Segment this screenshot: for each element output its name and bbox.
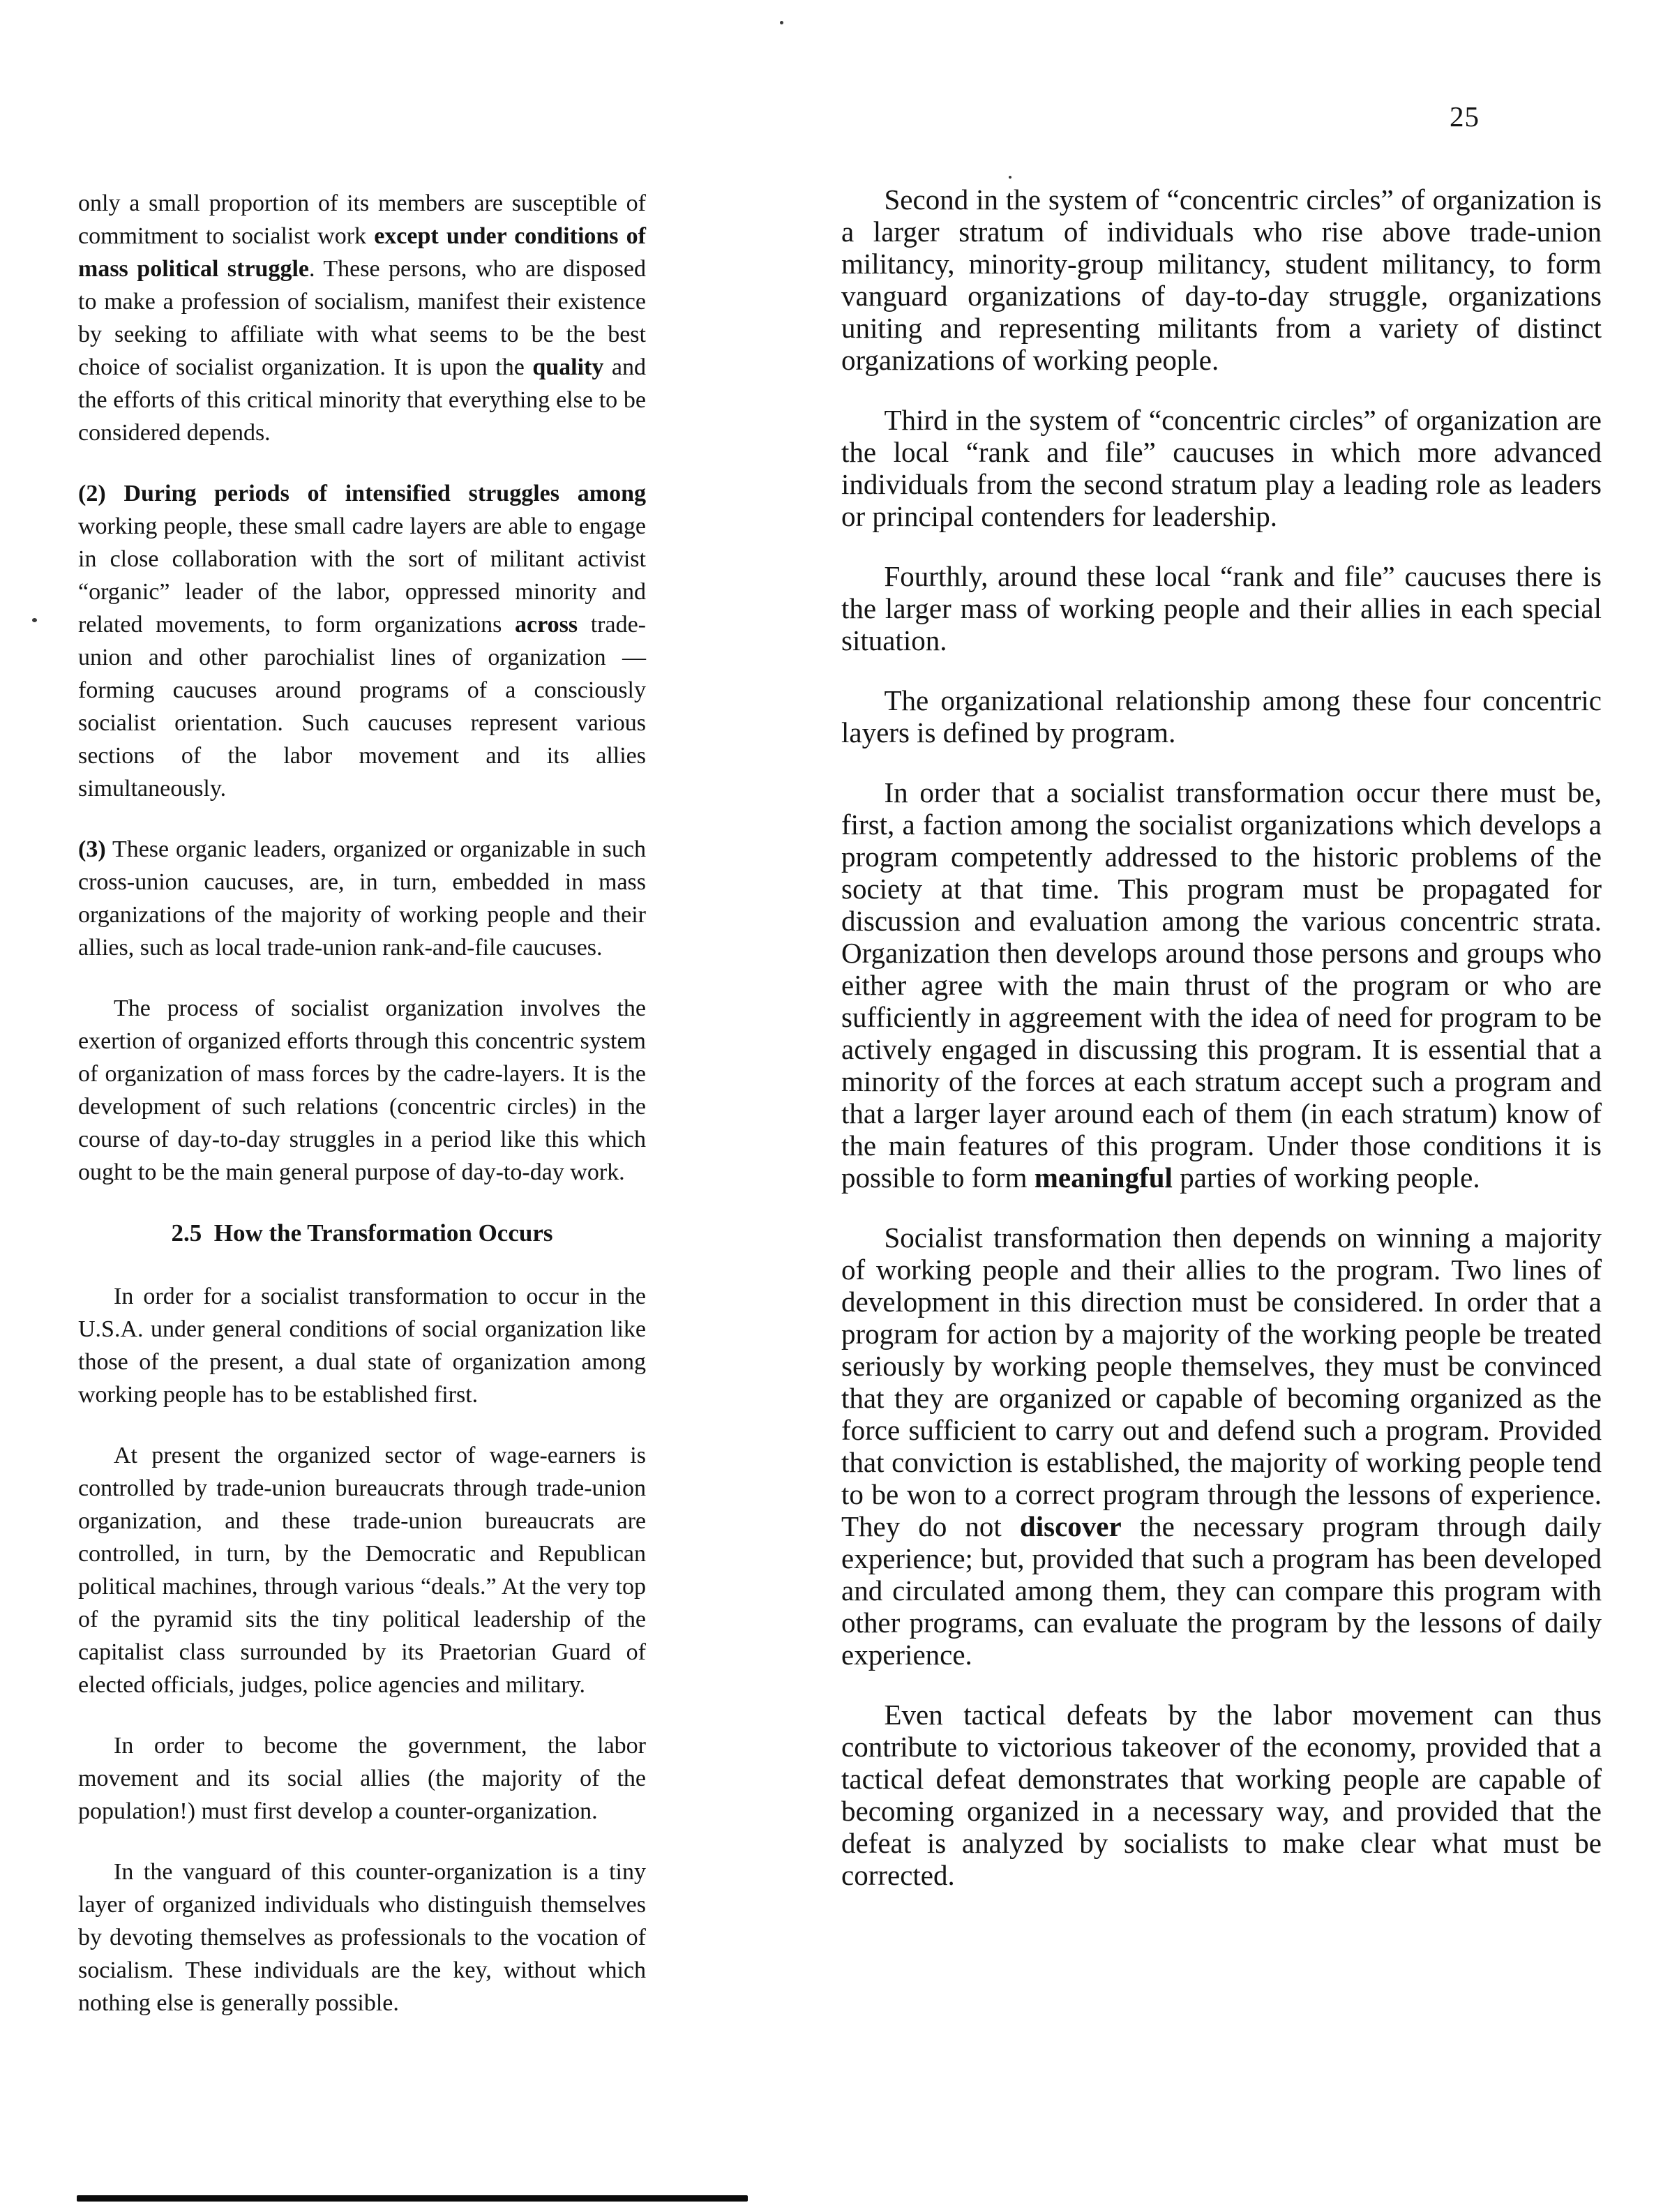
body-text: Third in the system of “concentric circles” of organization are the local “rank and file” caucuses in which more advanced individuals from the second stratum play a leading role as leaders or principal contenders for leadership. [841,404,1602,532]
body-text: Second in the system of “concentric circles” of organization is a larger stratum of individuals who rise above trade-union militancy, minority-group militancy, student militancy, to form vanguard organizations of day-to-day struggle, organizations uniting and representing militants from a variety of distinct organizations of working people. [841,183,1602,376]
bold-text: (3) [78,836,106,862]
scan-speck [1009,176,1011,179]
body-text: These organic leaders, organized or organizable in such cross-union caucuses, are, in turn, embedded in mass organizations of the majority of working people and their allies, such as local trade-union rank-and-file caucuses. [78,836,646,961]
paragraph [78,833,646,964]
bold-text: meaningful [1034,1161,1173,1194]
bold-text: across [515,612,578,638]
scan-speck [780,21,783,24]
scan-speck [32,618,37,622]
paragraph [841,684,1602,748]
section-heading: 2.5 How the Transformation Occurs [171,1219,553,1247]
body-text: only a small proportion of its members are susceptible of commitment to socialist work [78,190,646,249]
paragraph [841,404,1602,532]
paragraph [78,1729,646,1828]
page-number: 25 [1450,100,1480,133]
paragraph [78,992,646,1189]
bold-text: discover [1019,1510,1122,1542]
paragraph [78,187,646,449]
body-text: Fourthly, around these local “rank and file” caucuses there is the larger mass of working people and their allies in each special situation. [841,560,1602,656]
bold-text: quality [532,354,604,380]
body-text: working people, these small cadre layers are able to engage in close collaboration with the sort of militant activist “organic” leader of the labor, oppressed minority and related movements, to form organizations [78,513,646,638]
body-text: . These persons, who are disposed to make a profession of socialism, manifest their existence by seeking to affiliate with what seems to be the best choice of socialist organization. It is upon the [78,256,646,380]
paragraph [841,776,1602,1194]
body-text: In order to become the government, the labor movement and its social allies (the majority of the population!) must first develop a counter-organization. [78,1733,646,1824]
paragraph [841,1699,1602,1891]
paragraph [841,560,1602,656]
body-text: and the efforts of this critical minority that everything else to be considered depends. [78,354,646,446]
bold-text: (2) During periods of intensified struggles among [78,481,646,506]
paragraph [78,1439,646,1701]
paragraph [78,1856,646,2019]
body-text: In order that a socialist transformation occur there must be, first, a faction among the socialist organizations which develops a program competently addressed to the historic problems of the society at that time. This program must be propagated for discussion and evaluation among the various concentric strata. Organization then develops around those persons and groups who either agree with the main thrust of the program or who are sufficiently in aggreement with the idea of need for program to be actively engaged in discussing this program. It is essential that a minority of the forces at each stratum accept such a program and that a larger layer around each of them (in each stratum) know of the main features of this program. Under those conditions it is possible to form [841,776,1602,1194]
body-text: The process of socialist organization involves the exertion of organized efforts through this concentric system of organization of mass forces by the cadre-layers. It is the development of such relations (concentric circles) in the course of day-to-day struggles in a period like this which ought to be the main general purpose of day-to-day work. [78,995,646,1185]
body-text: parties of working people. [1172,1161,1480,1194]
paragraph [841,183,1602,376]
paragraph [841,1221,1602,1671]
body-text: Even tactical defeats by the labor movement can thus contribute to victorious takeover of the economy, provided that a tactical defeat demonstrates that working people are capable of becoming organized in a necessary way, and provided that the defeat is analyzed by socialists to make clear what must be corrected. [841,1699,1602,1891]
body-text: Socialist transformation then depends on winning a majority of working people and their allies to the program. Two lines of development in this direction must be considered. In order that a program for action by a majority of the working people be treated seriously by working people themselves, they must be convinced that they are organized or capable of becoming organized as the force sufficient to carry out and defend such a program. Provided that conviction is established, the majority of working people tend to be won to a correct program through the lessons of experience. They do not [841,1221,1602,1542]
left-column [78,187,646,2047]
paragraph [78,477,646,805]
right-column [841,183,1602,1919]
body-text: In order for a socialist transformation to occur in the U.S.A. under general conditions of social organization like those of the present, a dual state of organization among working people has to be established first. [78,1284,646,1408]
body-text: In the vanguard of this counter-organization is a tiny layer of organized individuals who distinguish themselves by devoting themselves as professionals to the vocation of socialism. These individuals are the key, without which nothing else is generally possible. [78,1859,646,2016]
body-text: The organizational relationship among these four concentric layers is defined by program. [841,684,1602,748]
body-text: trade-union and other parochialist lines of organization — forming caucuses around programs of a consciously socialist orientation. Such caucuses represent various sections of the labor movement and its allies simultaneously. [78,612,646,802]
bold-text: except under conditions of mass political struggle [78,223,646,282]
paragraph [78,1280,646,1411]
scan-artifact-bar [77,2195,748,2202]
body-text: At present the organized sector of wage-earners is controlled by trade-union bureaucrats through trade-union organization, and these trade-union bureaucrats are controlled, in turn, by the Democratic and Republican political machines, through various “deals.” At the very top of the pyramid sits the tiny political leadership of the capitalist class surrounded by its Praetorian Guard of elected officials, judges, police agencies and military. [78,1443,646,1698]
body-text: the necessary program through daily experience; but, provided that such a program has been developed and circulated among them, they can compare this program with other programs, can evaluate the program by the lessons of daily experience. [841,1510,1602,1671]
